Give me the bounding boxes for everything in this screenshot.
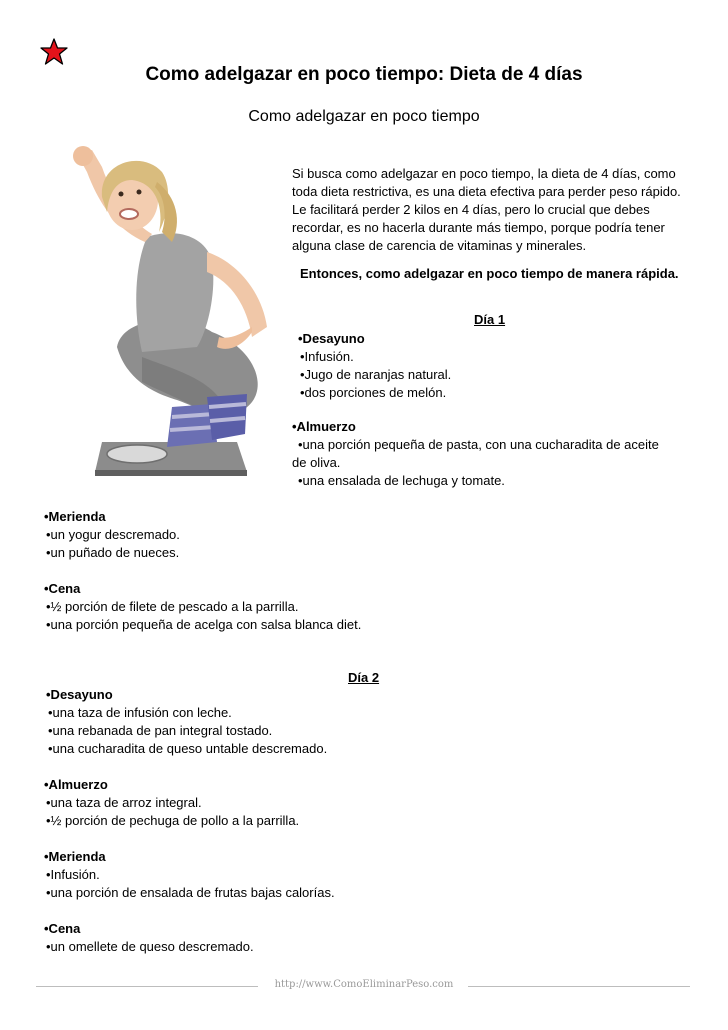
woman-on-scale-image: [47, 142, 285, 487]
page-title: Como adelgazar en poco tiempo: Dieta de 4 días: [145, 64, 583, 85]
meal-item: •½ porción de pechuga de pollo a la parrilla.: [46, 813, 300, 828]
day-1-heading: Día 1: [474, 312, 506, 327]
meal-heading: •Cena: [44, 581, 81, 596]
day1-cena: [44, 580, 361, 634]
meal-heading: •Almuerzo: [292, 419, 356, 434]
day1-desayuno: [298, 330, 451, 402]
meal-item: •una porción pequeña de acelga con salsa blanca diet.: [46, 617, 362, 632]
page-subtitle: [0, 108, 728, 126]
meal-item: •Infusión.: [46, 867, 100, 882]
meal-heading: •Cena: [44, 921, 81, 936]
intro-column: [292, 165, 692, 283]
meal-item: •un omellete de queso descremado.: [46, 939, 254, 954]
day2-cena: [44, 920, 254, 956]
day1-almuerzo: [292, 418, 659, 490]
day-2-heading: Día 2: [348, 670, 380, 685]
lead-sentence: Entonces, como adelgazar en poco tiempo de manera rápida.: [300, 266, 679, 281]
meal-heading: •Desayuno: [46, 687, 113, 702]
meal-item: •Jugo de naranjas natural.: [300, 367, 452, 382]
day2-desayuno: [46, 686, 327, 758]
meal-item: •una taza de infusión con leche.: [48, 705, 232, 720]
day1-merienda: [44, 508, 180, 562]
intro-paragraph: Si busca como adelgazar en poco tiempo, la dieta de 4 días, como toda dieta restrictiva, es una dieta efectiva para perder peso rápido. Le facilitará perder 2 kilos en 4 días, pero lo crucial que debes recordar, es no hacerla durante más tiempo, porque podría tener alguna clase de carencia de vitaminas y minerales.: [292, 166, 681, 253]
meal-item: •una taza de arroz integral.: [46, 795, 202, 810]
meal-item: •una rebanada de pan integral tostado.: [48, 723, 273, 738]
meal-heading: •Desayuno: [298, 331, 365, 346]
meal-item: •½ porción de filete de pescado a la parrilla.: [46, 599, 299, 614]
meal-heading: •Merienda: [44, 849, 106, 864]
meal-item: •una porción de ensalada de frutas bajas calorías.: [46, 885, 335, 900]
star-icon: [40, 38, 68, 66]
meal-item: de oliva.: [292, 455, 341, 470]
meal-item: •una ensalada de lechuga y tomate.: [298, 473, 505, 488]
day2-merienda: [44, 848, 335, 902]
meal-item: •un puñado de nueces.: [46, 545, 180, 560]
meal-item: •una cucharadita de queso untable descremado.: [48, 741, 328, 756]
meal-item: •una porción pequeña de pasta, con una cucharadita de aceite: [298, 437, 659, 452]
meal-item: •Infusión.: [300, 349, 354, 364]
day2-almuerzo: [44, 776, 299, 830]
meal-item: •un yogur descremado.: [46, 527, 180, 542]
subtitle-text: Como adelgazar en poco tiempo: [248, 108, 480, 125]
meal-item: •dos porciones de melón.: [300, 385, 447, 400]
footer-url[interactable]: http://www.ComoEliminarPeso.com: [274, 979, 454, 990]
meal-heading: •Merienda: [44, 509, 106, 524]
meal-heading: •Almuerzo: [44, 777, 108, 792]
